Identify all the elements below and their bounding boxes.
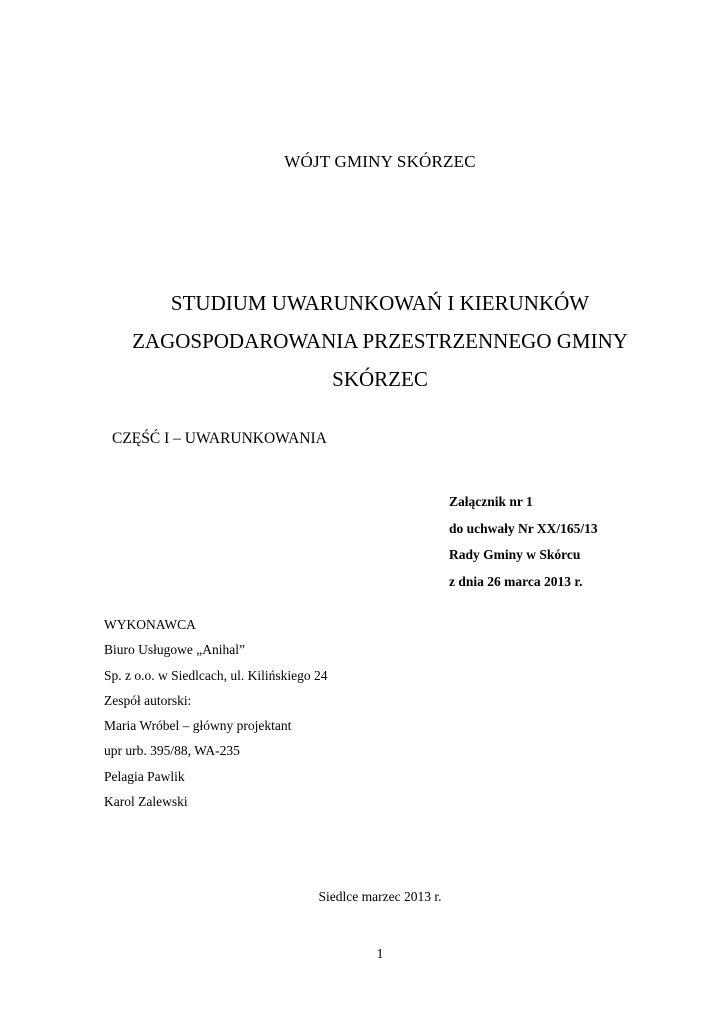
attachment-line-3: Rady Gminy w Skórcu — [449, 547, 581, 563]
contractor-line-2: Biuro Usługowe „Anihal” — [104, 642, 245, 658]
part-heading: CZĘŚĆ I – UWARUNKOWANIA — [112, 430, 327, 447]
contractor-line-8: Karol Zalewski — [104, 794, 188, 810]
title-line-1: STUDIUM UWARUNKOWAŃ I KIERUNKÓW — [170, 291, 590, 315]
attachment-line-1: Załącznik nr 1 — [449, 494, 533, 509]
attachment-block — [449, 489, 598, 596]
title-line-2: ZAGOSPODAROWANIA PRZESTRZENNEGO GMINY — [132, 329, 628, 353]
attachment-line-4: z dnia 26 marca 2013 r. — [449, 574, 583, 590]
title-line-3: SKÓRZEC — [332, 367, 428, 391]
contractor-line-5: Maria Wróbel – główny projektant — [104, 718, 292, 734]
contractor-line-3: Sp. z o.o. w Siedlcach, ul. Kilińskiego 24 — [104, 667, 328, 683]
contractor-line-6: upr urb. 395/88, WA-235 — [104, 743, 240, 759]
contractor-line-4: Zespół autorski: — [104, 692, 192, 708]
place-date: Siedlce marzec 2013 r. — [318, 889, 442, 904]
document-title — [0, 284, 725, 398]
contractor-line-1: WYKONAWCA — [104, 617, 196, 632]
page-number: 1 — [376, 946, 384, 961]
attachment-line-2: do uchwały Nr XX/165/13 — [449, 520, 598, 536]
issuing-authority: WÓJT GMINY SKÓRZEC — [284, 152, 476, 171]
contractor-block — [104, 612, 327, 814]
contractor-line-7: Pelagia Pawlik — [104, 768, 185, 784]
